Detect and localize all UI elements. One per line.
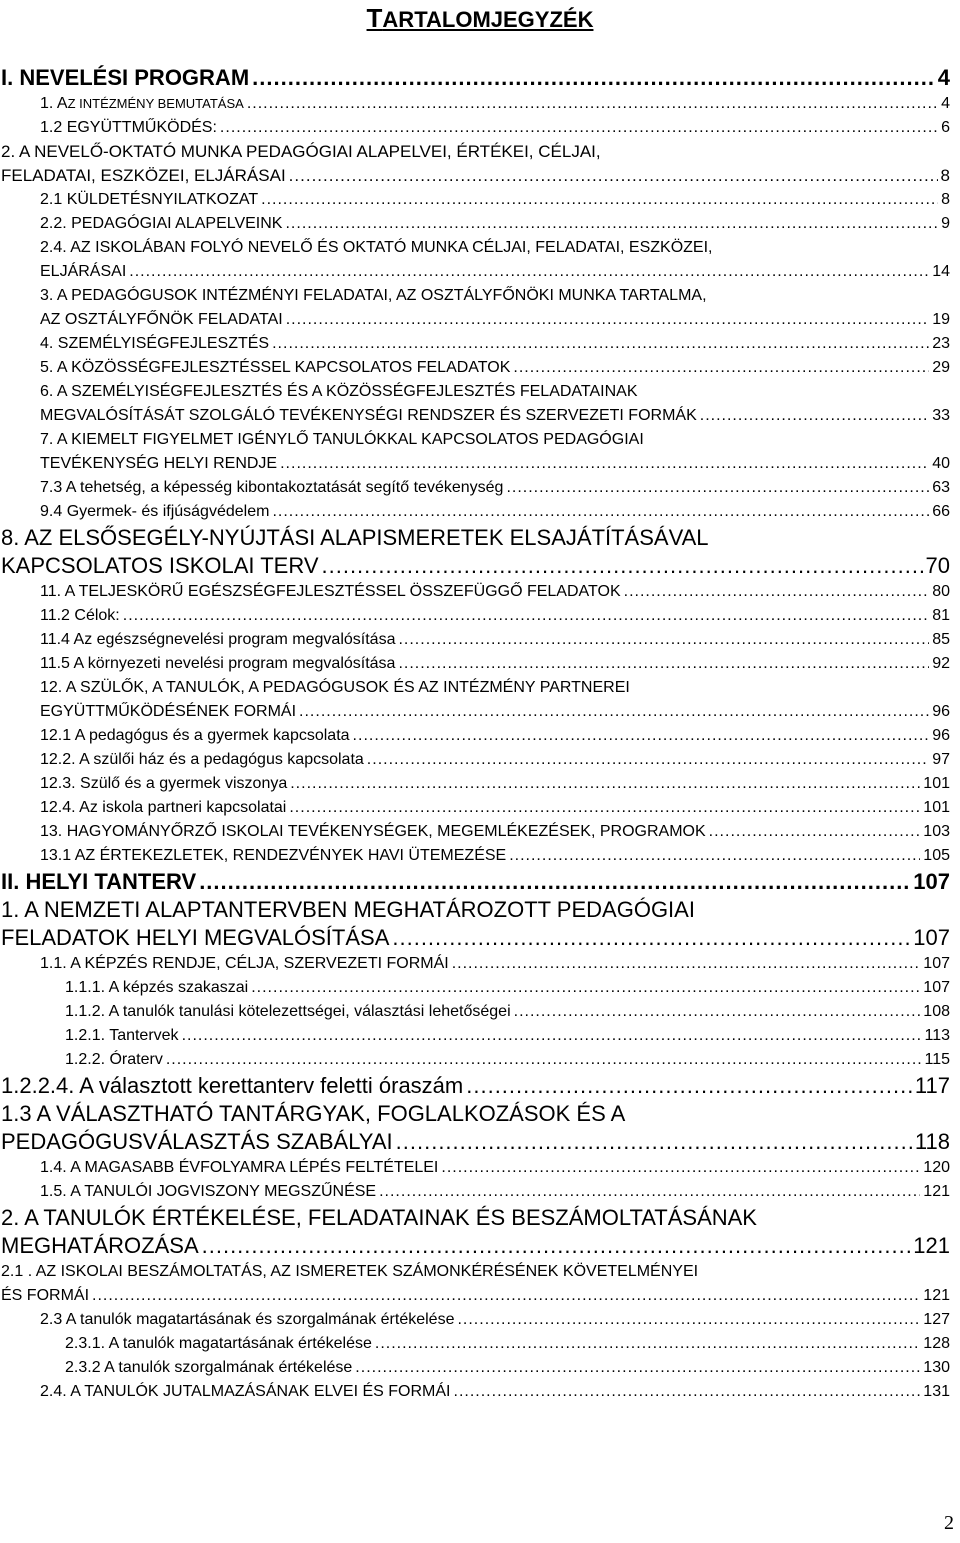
toc-entry[interactable] — [0, 844, 960, 868]
toc-entry-page: 33 — [932, 407, 950, 424]
toc-entry-title: 9.4 Gyermek- és ifjúságvédelem — [40, 503, 270, 520]
dot-leader — [123, 604, 929, 628]
toc-entry-text-line1: 7. A KIEMELT FIGYELMET IGÉNYLŐ TANULÓKKAL KAPCSOLATOS PEDAGÓGIAI — [40, 431, 644, 448]
toc-entry-title: 12.1 A pedagógus és a gyermek kapcsolata — [40, 727, 350, 744]
toc-entry[interactable] — [0, 1072, 960, 1100]
toc-entry[interactable] — [0, 628, 960, 652]
toc-entry[interactable] — [0, 1356, 960, 1380]
toc-entry-page: 130 — [923, 1359, 950, 1376]
toc-entry-title: 1.1.2. A tanulók tanulási kötelezettségei, választási lehetőségei — [65, 1003, 511, 1020]
toc-entry-page: 121 — [913, 1233, 950, 1258]
toc-entry[interactable] — [0, 380, 960, 428]
dot-leader — [166, 1048, 922, 1072]
toc-entry-title: AZ OSZTÁLYFŐNÖK FELADATAI — [40, 311, 283, 328]
dot-leader — [398, 628, 929, 652]
toc-entry-title: PEDAGÓGUSVÁLASZTÁS SZABÁLYAI — [1, 1129, 393, 1154]
toc-entry-page: 117 — [914, 1073, 950, 1098]
dot-leader — [290, 772, 920, 796]
dot-leader — [379, 1180, 920, 1204]
dot-leader — [509, 844, 920, 868]
toc-entry-page: 80 — [932, 583, 950, 600]
toc-entry[interactable] — [0, 1180, 960, 1204]
dot-leader — [454, 1380, 921, 1404]
toc-entry-title: TEVÉKENYSÉG HELYI RENDJE — [40, 455, 278, 472]
toc-entry-line — [40, 188, 950, 212]
dot-leader — [289, 164, 938, 188]
toc-entry-page: 97 — [932, 751, 950, 768]
toc-entry[interactable] — [0, 604, 960, 628]
toc-entry[interactable] — [0, 1100, 960, 1156]
toc-entry-title: EGYÜTTMŰKÖDÉSÉNEK FORMÁI — [40, 703, 297, 720]
dot-leader — [199, 868, 910, 896]
toc-entry[interactable] — [0, 952, 960, 976]
toc-entry-line — [40, 500, 950, 524]
toc-entry-title: KAPCSOLATOS ISKOLAI TERV — [1, 553, 319, 578]
toc-entry[interactable] — [0, 976, 960, 1000]
toc-entry[interactable] — [0, 1024, 960, 1048]
toc-entry-page: 127 — [923, 1311, 950, 1328]
toc-entry-line — [40, 748, 950, 772]
toc-entry[interactable] — [0, 428, 960, 476]
toc-entry-page: 85 — [932, 631, 950, 648]
dot-leader — [92, 1284, 920, 1308]
toc-entry-page: 29 — [932, 359, 950, 376]
toc-entry[interactable] — [0, 868, 960, 896]
toc-entry-line — [40, 92, 950, 116]
toc-entry-line — [40, 652, 950, 676]
toc-entry-text-line1: 1. A NEMZETI ALAPTANTERVBEN MEGHATÁROZOTT PEDAGÓGIAI — [1, 897, 695, 922]
toc-entry-title: 1.2.2.4. A választott kerettanterv feletti óraszám — [1, 1073, 464, 1098]
toc-entry-page: 118 — [914, 1129, 950, 1154]
toc-entry[interactable] — [0, 1204, 960, 1260]
dot-leader — [452, 952, 921, 976]
toc-entry-page: 131 — [923, 1383, 950, 1400]
toc-entry[interactable] — [0, 820, 960, 844]
toc-entry-page: 107 — [923, 979, 950, 996]
toc-entry-page: 101 — [923, 775, 950, 792]
toc-entry-line — [40, 308, 950, 332]
toc-entry-text-line1: 2.1 . AZ ISKOLAI BESZÁMOLTATÁS, AZ ISMERETEK SZÁMONKÉRÉSÉNEK KÖVETELMÉNYEI — [1, 1263, 699, 1280]
toc-entry-line — [1, 1232, 950, 1260]
toc-entry-lead: 1. A — [40, 95, 68, 112]
toc-entry-line — [1, 1128, 950, 1156]
toc-entry-page: 40 — [932, 455, 950, 472]
toc-entry-smallcaps: Z INTÉZMÉNY BEMUTATÁSA — [67, 96, 244, 111]
toc-entry-page: 96 — [932, 703, 950, 720]
dot-leader — [182, 1024, 922, 1048]
toc-entry-title: 11.5 A környezeti nevelési program megvalósítása — [40, 655, 396, 672]
toc-entry-page: 121 — [923, 1287, 950, 1304]
toc-entry-line — [1, 924, 950, 952]
toc-entry-page: 92 — [932, 655, 950, 672]
dot-leader — [251, 976, 920, 1000]
toc-entry-line — [40, 1308, 950, 1332]
toc-entry-page: 107 — [913, 925, 950, 950]
dot-leader — [129, 260, 929, 284]
dot-leader — [624, 580, 930, 604]
toc-entry-line — [40, 604, 950, 628]
dot-leader — [513, 356, 929, 380]
toc-entry[interactable] — [0, 1380, 960, 1404]
toc-entry[interactable] — [0, 676, 960, 724]
dot-leader — [280, 452, 929, 476]
toc-entry-text-line1: 2. A TANULÓK ÉRTÉKELÉSE, FELADATAINAK ÉS BESZÁMOLTATÁSÁNAK — [1, 1205, 757, 1230]
toc-entry-line — [40, 700, 950, 724]
dot-leader — [299, 700, 929, 724]
dot-leader — [709, 820, 921, 844]
toc-entry[interactable] — [0, 92, 960, 116]
toc-entry[interactable] — [0, 188, 960, 212]
dot-leader — [398, 652, 929, 676]
toc-entry-line — [40, 116, 950, 140]
toc-entry-page: 107 — [923, 955, 950, 972]
dot-leader — [700, 404, 929, 428]
toc-entry-line — [40, 952, 950, 976]
toc-entry[interactable] — [0, 524, 960, 580]
dot-leader — [355, 1356, 920, 1380]
dot-leader — [272, 332, 929, 356]
toc-entry-line — [65, 1000, 950, 1024]
toc-entry[interactable] — [0, 1260, 960, 1308]
dot-leader — [252, 64, 935, 92]
toc-entry[interactable] — [0, 236, 960, 284]
toc-entry-title: 1.5. A TANULÓI JOGVISZONY MEGSZŰNÉSE — [40, 1183, 377, 1200]
toc-entry[interactable] — [0, 724, 960, 748]
toc-entry-title: 12.3. Szülő és a gyermek viszonya — [40, 775, 288, 792]
dot-leader — [367, 748, 929, 772]
title-initial: T — [366, 3, 383, 33]
toc-entry-line — [1, 164, 950, 188]
toc-entry-line — [40, 772, 950, 796]
toc-entry-title: I. NEVELÉSI PROGRAM — [1, 65, 250, 90]
toc-entry-page: 108 — [923, 1003, 950, 1020]
toc-entry[interactable] — [0, 332, 960, 356]
toc-entry-title: ELJÁRÁSAI — [40, 263, 127, 280]
toc-entry-title — [40, 92, 244, 116]
toc-entry-page: 66 — [932, 503, 950, 520]
dot-leader — [353, 724, 930, 748]
dot-leader — [441, 1156, 920, 1180]
toc-entry-line — [1, 552, 950, 580]
toc-entry-line — [40, 452, 950, 476]
toc-entry-title: 2.4. A TANULÓK JUTALMAZÁSÁNAK ELVEI ÉS FORMÁI — [40, 1383, 451, 1400]
toc-entry-line — [40, 580, 950, 604]
toc-entry-line — [40, 628, 950, 652]
dot-leader — [220, 116, 938, 140]
dot-leader — [322, 552, 923, 580]
toc-entry-text-line1: 12. A SZÜLŐK, A TANULÓK, A PEDAGÓGUSOK ÉS AZ INTÉZMÉNY PARTNEREI — [40, 679, 630, 696]
toc-entry-page: 96 — [932, 727, 950, 744]
toc-entry-line — [40, 796, 950, 820]
toc-entry-line — [40, 724, 950, 748]
dot-leader — [261, 188, 938, 212]
toc-entry[interactable] — [0, 1308, 960, 1332]
dot-leader — [466, 1072, 912, 1100]
toc-entry-page: 63 — [932, 479, 950, 496]
toc-entry[interactable] — [0, 896, 960, 952]
toc-entry-title: 2.3 A tanulók magatartásának és szorgalmának értékelése — [40, 1311, 455, 1328]
toc-entry-title: 1.4. A MAGASABB ÉVFOLYAMRA LÉPÉS FELTÉTELEI — [40, 1159, 439, 1176]
toc-entry-page: 128 — [923, 1335, 950, 1352]
toc-entry-text-line1: 2. A NEVELŐ-OKTATÓ MUNKA PEDAGÓGIAI ALAPELVEI, ÉRTÉKEI, CÉLJAI, — [1, 142, 601, 161]
toc-entry-line — [40, 212, 950, 236]
toc-entry-page: 115 — [924, 1051, 950, 1068]
toc-entry-page: 8 — [940, 166, 950, 185]
toc-entry-line — [40, 404, 950, 428]
toc-entry-title: 1.2.2. Óraterv — [65, 1051, 163, 1068]
toc-entry-line — [65, 1024, 950, 1048]
toc-entry-title: 11.4 Az egészségnevelési program megvalósítása — [40, 631, 396, 648]
toc-entry-title: 11.2 Célok: — [40, 607, 120, 624]
dot-leader — [286, 308, 930, 332]
toc-entry-title: II. HELYI TANTERV — [1, 869, 197, 894]
dot-leader — [289, 796, 920, 820]
toc-entry-title: 13.1 AZ ÉRTEKEZLETEK, RENDEZVÉNYEK HAVI ÜTEMEZÉSE — [40, 847, 507, 864]
toc-entry[interactable] — [0, 1156, 960, 1180]
dot-leader — [392, 924, 910, 952]
toc-entry-title: 1.2.1. Tantervek — [65, 1027, 179, 1044]
toc-entry[interactable] — [0, 64, 960, 92]
toc-entry-page: 105 — [923, 847, 950, 864]
toc-entry-page: 8 — [941, 191, 950, 208]
toc-entry[interactable] — [0, 1048, 960, 1072]
toc-entry-line — [1, 1072, 950, 1100]
toc-entry-title: 11. A TELJESKÖRŰ EGÉSZSÉGFEJLESZTÉSSEL ÖSSZEFÜGGŐ FELADATOK — [40, 583, 621, 600]
toc-entry-title: 2.1 KÜLDETÉSNYILATKOZAT — [40, 191, 259, 208]
toc-entry-title: 1.1.1. A képzés szakaszai — [65, 979, 249, 996]
toc-entry-title: 2.3.1. A tanulók magatartásának értékelése — [65, 1335, 372, 1352]
toc-entry-text-line1: 1.3 A VÁLASZTHATÓ TANTÁRGYAK, FOGLALKOZÁSOK ÉS A — [1, 1101, 626, 1126]
toc-entry[interactable] — [0, 580, 960, 604]
toc-entry[interactable] — [0, 748, 960, 772]
toc-entry-title: 7.3 A tehetség, a képesség kibontakoztatását segítő tevékenység — [40, 479, 504, 496]
toc-entry-line — [1, 868, 950, 896]
toc-entry-page: 107 — [913, 869, 950, 894]
toc-entry-page: 103 — [923, 823, 950, 840]
toc-entry-page: 4 — [937, 65, 950, 90]
toc-entry[interactable] — [0, 772, 960, 796]
toc-entry-page: 101 — [923, 799, 950, 816]
toc-entry[interactable] — [0, 500, 960, 524]
toc-entry[interactable] — [0, 140, 960, 188]
toc-entry-title: FELADATAI, ESZKÖZEI, ELJÁRÁSAI — [1, 166, 286, 185]
toc-entry[interactable] — [0, 1000, 960, 1024]
page-number: 2 — [944, 1512, 954, 1534]
dot-leader — [506, 476, 929, 500]
toc-entry-title: 13. HAGYOMÁNYŐRZŐ ISKOLAI TEVÉKENYSÉGEK, MEGEMLÉKEZÉSEK, PROGRAMOK — [40, 823, 706, 840]
toc-entry-line — [1, 64, 950, 92]
toc-entry-text-line1: 2.4. AZ ISKOLÁBAN FOLYÓ NEVELŐ ÉS OKTATÓ MUNKA CÉLJAI, FELADATAI, ESZKÖZEI, — [40, 239, 713, 256]
dot-leader — [285, 212, 938, 236]
toc-entry-title: MEGHATÁROZÁSA — [1, 1233, 199, 1258]
toc-entry-page: 120 — [923, 1159, 950, 1176]
toc-entry-line — [40, 844, 950, 868]
dot-leader — [272, 500, 929, 524]
toc-entry-line — [1, 1284, 950, 1308]
toc-entry-page: 70 — [925, 553, 950, 578]
dot-leader — [375, 1332, 920, 1356]
toc-entry-title: 1.1. A KÉPZÉS RENDJE, CÉLJA, SZERVEZETI FORMÁI — [40, 955, 449, 972]
toc-entry-line — [40, 476, 950, 500]
toc-entry-title: ÉS FORMÁI — [1, 1287, 90, 1304]
dot-leader — [202, 1232, 911, 1260]
toc-entry-title: 1.2 EGYÜTTMŰKÖDÉS: — [40, 119, 217, 136]
toc-entry-page: 19 — [932, 311, 950, 328]
toc-entry-page: 81 — [932, 607, 950, 624]
toc-entry-text-line1: 6. A SZEMÉLYISÉGFEJLESZTÉS ÉS A KÖZÖSSÉGFEJLESZTÉS FELADATAINAK — [40, 383, 638, 400]
toc-entry-line — [40, 1156, 950, 1180]
toc-entry-line — [40, 1380, 950, 1404]
toc-entry-line — [40, 332, 950, 356]
page-title — [0, 4, 960, 34]
toc-entry-title: 12.4. Az iskola partneri kapcsolatai — [40, 799, 287, 816]
toc-entry[interactable] — [0, 356, 960, 380]
toc-entry[interactable] — [0, 652, 960, 676]
toc-entry-text-line1: 8. AZ ELSŐSEGÉLY-NYÚJTÁSI ALAPISMERETEK ELSAJÁTÍTÁSÁVAL — [1, 525, 709, 550]
toc-entry-page: 9 — [941, 215, 950, 232]
toc-entry-title: 4. SZEMÉLYISÉGFEJLESZTÉS — [40, 335, 270, 352]
dot-leader — [457, 1308, 920, 1332]
toc-entry[interactable] — [0, 212, 960, 236]
toc-entry-line — [40, 820, 950, 844]
toc-entry-page: 6 — [941, 119, 950, 136]
toc-entry-text-line1: 3. A PEDAGÓGUSOK INTÉZMÉNYI FELADATAI, AZ OSZTÁLYFŐNÖKI MUNKA TARTALMA, — [40, 287, 707, 304]
toc-entry-line — [40, 260, 950, 284]
toc-entry[interactable] — [0, 116, 960, 140]
toc-entry-line — [40, 356, 950, 380]
toc-entry-title: MEGVALÓSÍTÁSÁT SZOLGÁLÓ TEVÉKENYSÉGI RENDSZER ÉS SZERVEZETI FORMÁK — [40, 407, 697, 424]
toc-entry-page: 14 — [932, 263, 950, 280]
toc-entry-line — [65, 1048, 950, 1072]
toc-entry-line — [65, 976, 950, 1000]
toc-entry-page: 113 — [924, 1027, 950, 1044]
toc-entry-title: 2.2. PEDAGÓGIAI ALAPELVEINK — [40, 215, 283, 232]
dot-leader — [514, 1000, 921, 1024]
toc-entry[interactable] — [0, 284, 960, 332]
toc-entry-page: 121 — [923, 1183, 950, 1200]
toc-entry-title: 12.2. A szülői ház és a pedagógus kapcsolata — [40, 751, 364, 768]
dot-leader — [396, 1128, 912, 1156]
toc-entry[interactable] — [0, 1332, 960, 1356]
toc-entry-line — [65, 1356, 950, 1380]
toc-entry-line — [40, 1180, 950, 1204]
dot-leader — [247, 92, 938, 116]
toc-entry-title: 5. A KÖZÖSSÉGFEJLESZTÉSSEL KAPCSOLATOS FELADATOK — [40, 359, 511, 376]
title-rest: ARTALOMJEGYZÉK — [382, 7, 594, 32]
toc-entry[interactable] — [0, 796, 960, 820]
toc-entry-title: 2.3.2 A tanulók szorgalmának értékelése — [65, 1359, 353, 1376]
table-of-contents — [0, 64, 960, 1404]
toc-entry-page: 23 — [932, 335, 950, 352]
toc-entry-line — [65, 1332, 950, 1356]
toc-entry-title: FELADATOK HELYI MEGVALÓSÍTÁSA — [1, 925, 390, 950]
toc-entry[interactable] — [0, 476, 960, 500]
toc-entry-page: 4 — [941, 95, 950, 112]
